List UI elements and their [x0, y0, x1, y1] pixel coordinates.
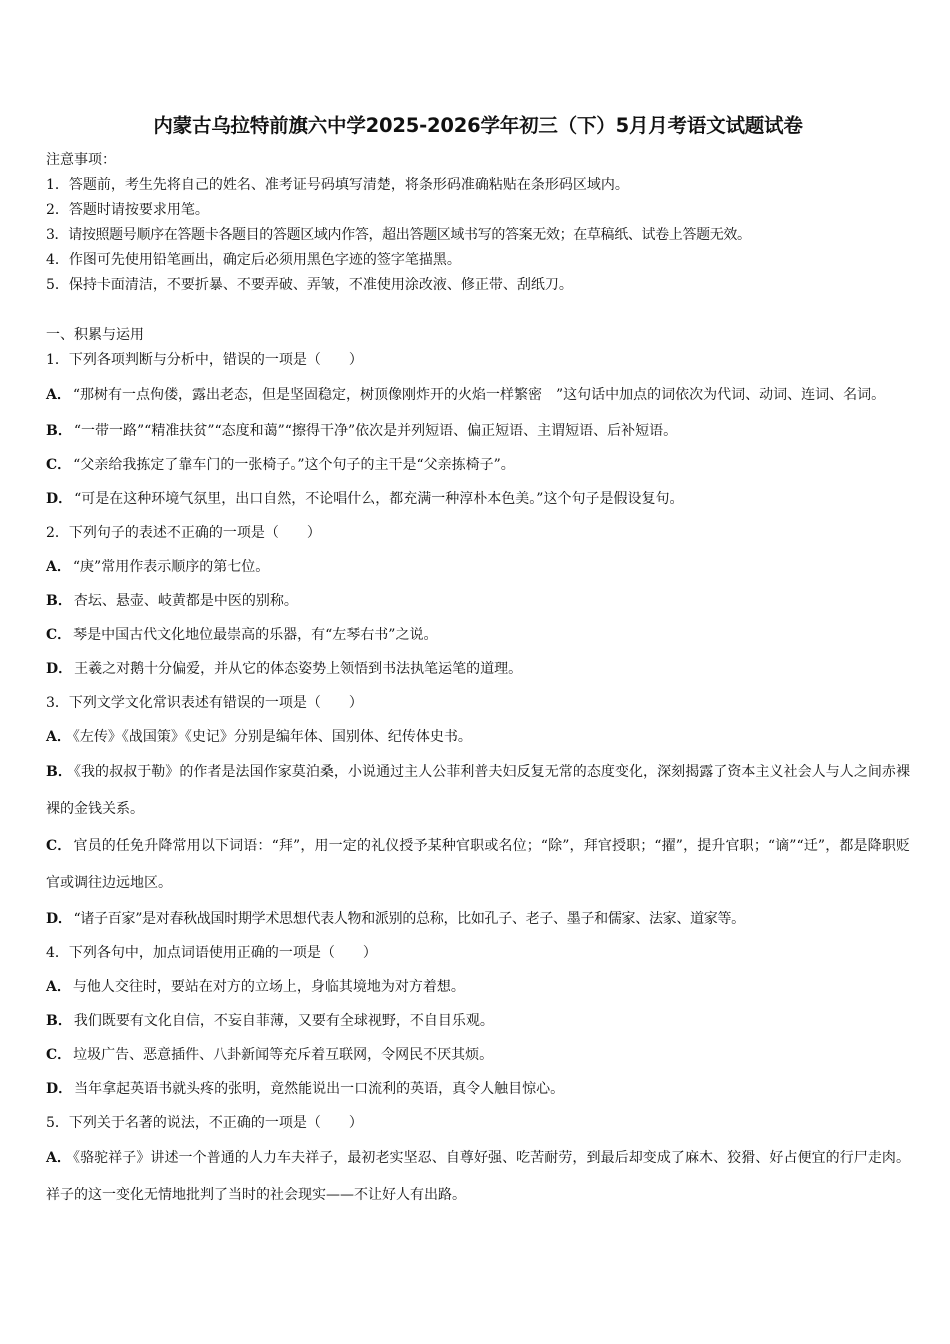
option-letter: C． — [46, 627, 72, 643]
option-text: 王羲之对鹅十分偏爱，并从它的体态姿势上领悟到书法执笔运笔的道理。 — [74, 661, 523, 677]
option-letter: D． — [46, 1081, 73, 1097]
question-stem: 2．下列句子的表述不正确的一项是（ ） — [46, 525, 321, 541]
option-a[interactable] — [46, 550, 910, 584]
option-letter: D． — [46, 911, 72, 927]
notice-heading: 注意事项： — [46, 152, 116, 168]
option-text: 官员的任免升降常用以下词语：“拜”，用一定的礼仪授予某种官职或名位；“除”，拜官授职；“擢”，提升官职；“谪”“迁”，都是降职贬官或调往边远地区。 — [46, 838, 910, 891]
question-stem: 3．下列文学文化常识表述有错误的一项是（ ） — [46, 695, 363, 711]
question-2 — [46, 516, 910, 686]
option-text: 与他人交往时，要站在对方的立场上，身临其境地为对方着想。 — [72, 979, 465, 995]
option-letter: B． — [46, 764, 72, 780]
option-text: 我们既要有文化自信，不妄自菲薄，又要有全球视野，不自目乐观。 — [73, 1013, 494, 1029]
option-text: “一带一路”“精准扶贫”“态度和蔼”“擦得干净”依次是并列短语、偏正短语、主谓短语、后补短语。 — [73, 423, 678, 439]
option-text: 杏坛、悬壶、岐黄都是中医的别称。 — [73, 593, 298, 609]
option-c[interactable] — [46, 1038, 910, 1072]
option-d[interactable] — [46, 1072, 910, 1106]
question-3 — [46, 686, 910, 936]
option-a[interactable] — [46, 970, 910, 1004]
option-letter: B． — [46, 593, 72, 609]
option-letter: B． — [46, 1013, 72, 1029]
option-text: “父亲给我拣定了靠车门的一张椅子。”这个句子的主干是“父亲拣椅子”。 — [73, 457, 515, 473]
option-b[interactable] — [46, 414, 910, 448]
option-b[interactable] — [46, 584, 910, 618]
notice-item: 1．答题前，考生先将自己的姓名、准考证号码填写清楚，将条形码准确粘贴在条形码区域内。 — [46, 177, 629, 193]
option-text: “那树有一点佝偻，露出老态，但是坚固稳定，树顶像刚炸开的火焰一样繁密 ”这句话中加点的词依次为代词、动词、连词、名词。 — [72, 387, 886, 403]
option-letter: C． — [46, 457, 72, 473]
option-d[interactable] — [46, 482, 910, 516]
option-text: “庚”常用作表示顺序的第七位。 — [72, 559, 270, 575]
option-letter: A． — [46, 387, 71, 403]
option-d[interactable] — [46, 652, 910, 686]
option-a[interactable] — [46, 720, 910, 754]
option-text: 琴是中国古代文化地位最崇高的乐器，有“左琴右书”之说。 — [73, 627, 438, 643]
option-letter: D． — [46, 491, 73, 507]
option-c[interactable] — [46, 448, 910, 482]
option-text: 垃圾广告、恶意插件、八卦新闻等充斥着互联网，令网民不厌其烦。 — [73, 1047, 494, 1063]
question-stem: 1．下列各项判断与分析中，错误的一项是（ ） — [46, 352, 363, 368]
option-letter: A． — [46, 559, 71, 575]
option-a[interactable] — [46, 1140, 910, 1214]
notice-item: 2．答题时请按要求用笔。 — [46, 202, 209, 218]
section-heading: 一、积累与运用 — [46, 327, 144, 343]
option-c[interactable] — [46, 828, 910, 902]
question-4 — [46, 936, 910, 1106]
option-b[interactable] — [46, 1004, 910, 1038]
option-text: 《骆驼祥子》讲述一个普通的人力车夫祥子，最初老实坚忍、自尊好强、吃苦耐劳，到最后却变成了麻木、狡猾、好占便宜的行尸走肉。祥子的这一变化无情地批判了当时的社会现实——不让好人有出路。 — [46, 1150, 910, 1203]
option-letter: A． — [46, 979, 71, 995]
option-letter: D． — [46, 661, 73, 677]
question-5 — [46, 1106, 910, 1214]
question-1 — [46, 348, 910, 516]
option-d[interactable] — [46, 902, 910, 936]
option-a[interactable] — [46, 377, 910, 414]
option-text: “可是在这种环境气氛里，出口自然，不论唱什么，都充满一种淳朴本色美。”这个句子是假设复句。 — [74, 491, 684, 507]
option-letter: A． — [46, 1150, 71, 1166]
option-letter: C． — [46, 838, 72, 854]
option-letter: C． — [46, 1047, 72, 1063]
question-stem: 5．下列关于名著的说法，不正确的一项是（ ） — [46, 1115, 363, 1131]
option-b[interactable] — [46, 754, 910, 828]
notice-block — [46, 148, 910, 298]
notice-item: 5．保持卡面清洁，不要折暴、不要弄破、弄皱，不准使用涂改液、修正带、刮纸刀。 — [46, 277, 573, 293]
option-letter: B． — [46, 423, 72, 439]
option-text: 《左传》《战国策》《史记》分别是编年体、国别体、纪传体史书。 — [72, 729, 472, 745]
question-stem: 4．下列各句中，加点词语使用正确的一项是（ ） — [46, 945, 377, 961]
option-letter: A． — [46, 729, 71, 745]
option-text: 《我的叔叔于勒》的作者是法国作家莫泊桑，小说通过主人公菲利普夫妇反复无常的态度变化，深刻揭露了资本主义社会人与人之间赤裸裸的金钱关系。 — [46, 764, 910, 817]
exam-title: 内蒙古乌拉特前旗六中学2025-2026学年初三（下）5月月考语文试题试卷 — [153, 114, 803, 137]
option-text: “诸子百家”是对春秋战国时期学术思想代表人物和派别的总称，比如孔子、老子、墨子和儒家、法家、道家等。 — [73, 911, 745, 927]
option-text: 当年拿起英语书就头疼的张明，竟然能说出一口流利的英语，真令人触目惊心。 — [74, 1081, 565, 1097]
option-c[interactable] — [46, 618, 910, 652]
notice-item: 4．作图可先使用铅笔画出，确定后必须用黑色字迹的签字笔描黑。 — [46, 252, 461, 268]
notice-item: 3．请按照题号顺序在答题卡各题目的答题区域内作答，超出答题区域书写的答案无效；在草稿纸、试卷上答题无效。 — [46, 227, 751, 243]
